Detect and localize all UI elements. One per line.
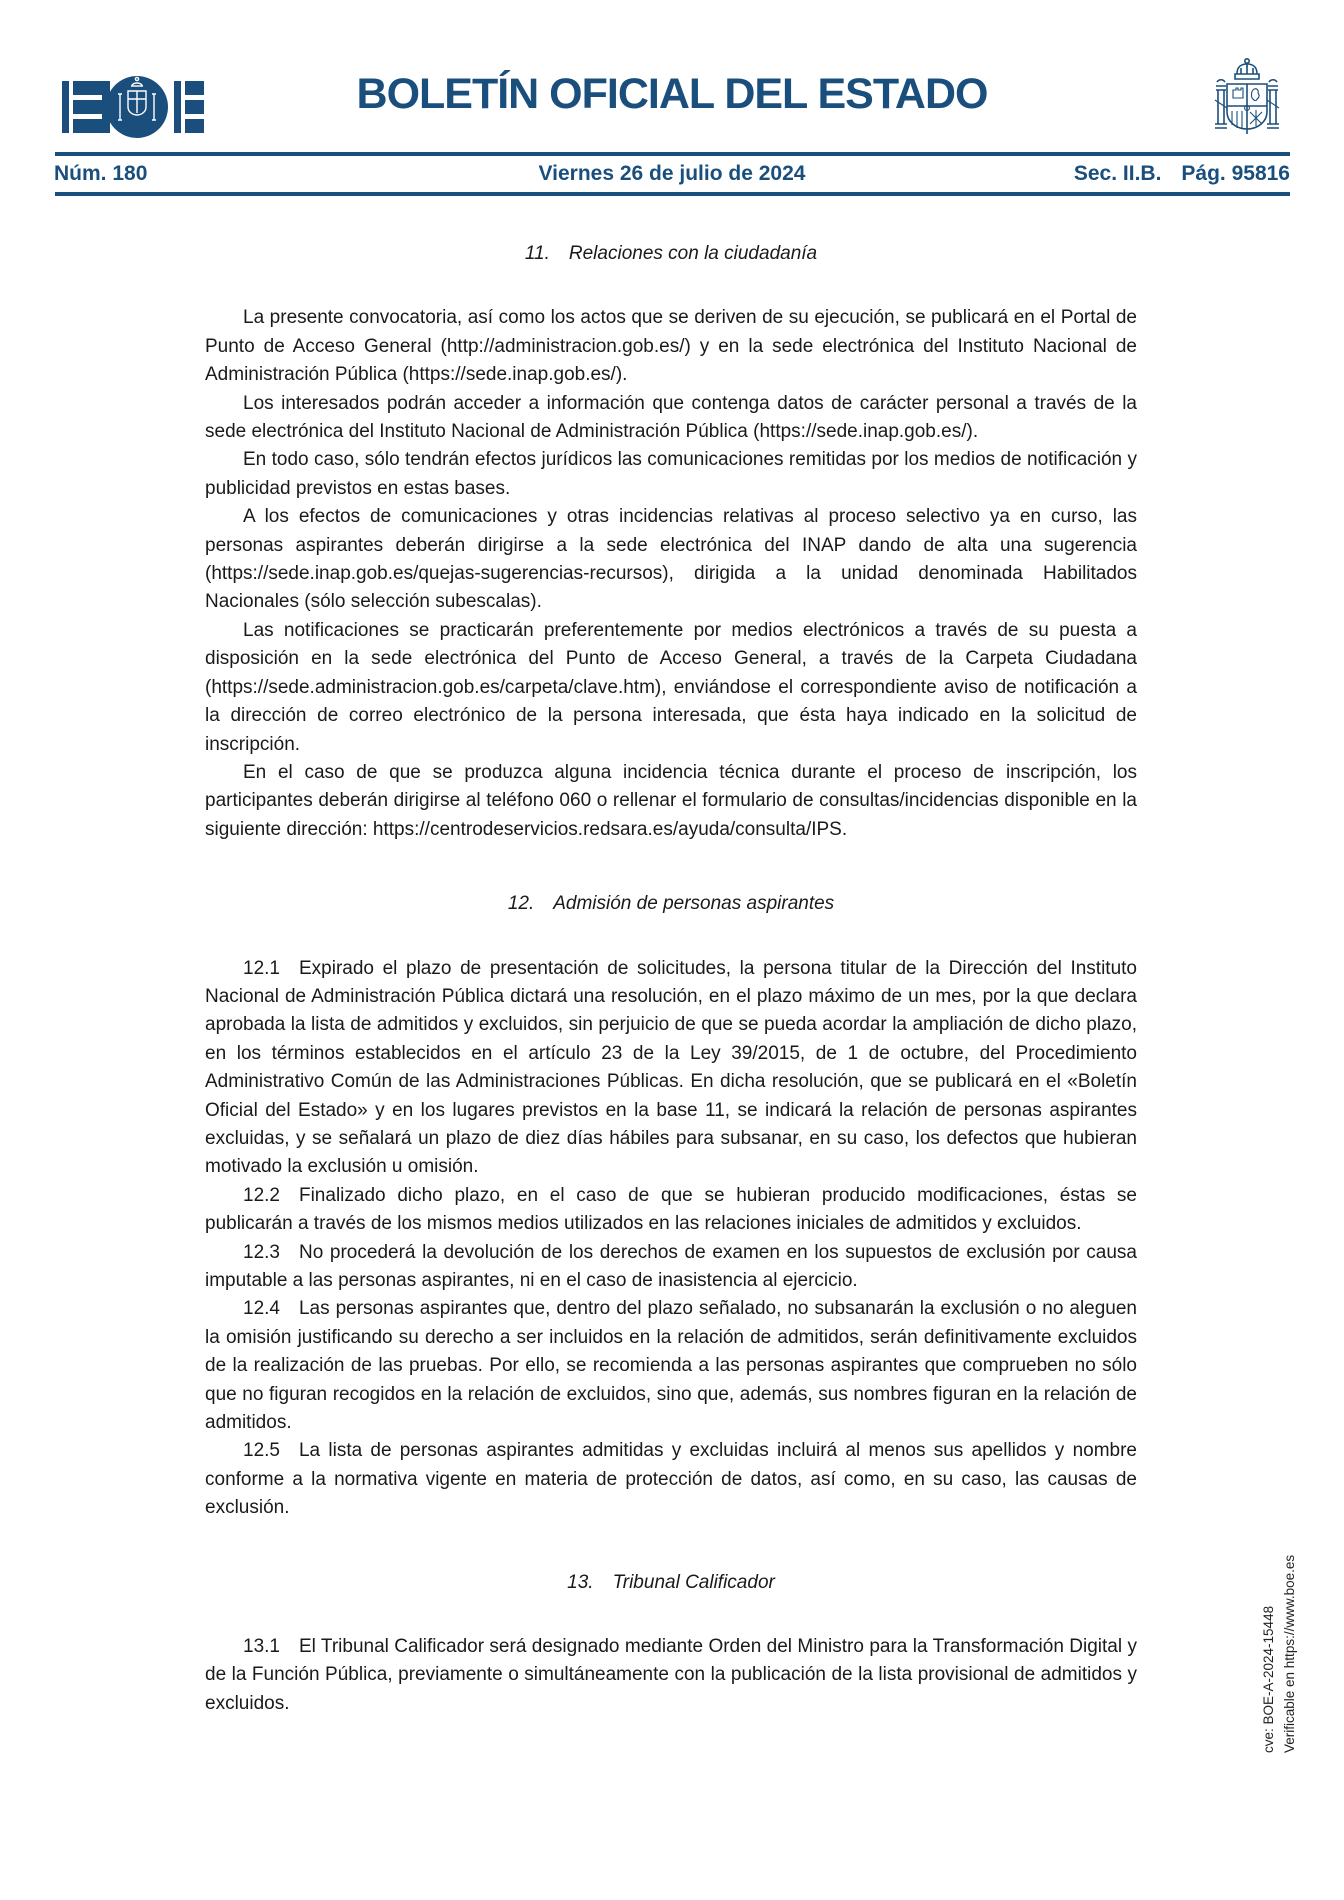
issue-number: Núm. 180: [54, 162, 148, 185]
section-12: [205, 890, 1137, 1523]
paragraph: 12.4 Las personas aspirantes que, dentro del plazo señalado, no subsanarán la exclusión o no aleguen la omisión justificando su derecho a ser incluidos en la relación de admitidos, serán definitivamente excluidos de la realización de las pruebas. Por ello, se recomienda a las personas aspirantes que comprueben no sólo que no figuran recogidos en la relación de excluidos, sino que, además, sus nombres figuran en la relación de admitidos.: [205, 1298, 1137, 1434]
paragraph: 12.3 No procederá la devolución de los derechos de examen en los supuestos de exclusión por causa imputable a las personas aspirantes, ni en el caso de inasistencia al ejercicio.: [205, 1241, 1137, 1291]
section-13-heading: [205, 1569, 1137, 1597]
cve-code: cve: BOE-A-2024-15448: [1261, 1605, 1276, 1753]
spain-coat-of-arms-icon: [1212, 56, 1282, 153]
paragraph: Los interesados podrán acceder a información que contenga datos de carácter personal a través de la sede electrónica del Instituto Nacional de Administración Pública (https://sede.inap.gob.es/).: [205, 392, 1137, 443]
section-13-number: 13.: [567, 1571, 594, 1593]
issue-meta-row: [54, 156, 1290, 192]
gazette-title: BOLETÍN OFICIAL DEL ESTADO: [356, 70, 988, 118]
document-body: [205, 196, 1137, 1718]
paragraph: A los efectos de comunicaciones y otras incidencias relativas al proceso selectivo ya en curso, las personas aspirantes deberán dirigirse a la sede electrónica del INAP dando de alta una sugerencia (https://sede.inap.gob.es/quejas-sugerencias-recursos), dirigida a la unidad denominada Habilitados Nacionales (sólo selección subescalas).: [205, 506, 1137, 613]
section-11-title: Relaciones con la ciudadanía: [568, 243, 818, 264]
paragraph: 12.5 La lista de personas aspirantes admitidas y excluidas incluirá al menos sus apellidos y nombre conforme a la normativa vigente en materia de protección de datos, así como, en su caso, las causas de exclusión.: [205, 1440, 1137, 1519]
paragraph: 12.1 Expirado el plazo de presentación de solicitudes, la persona titular de la Dirección del Instituto Nacional de Administración Pública dictará una resolución, en el plazo máximo de un mes, por la que declara aprobada la lista de admitidos y excluidos, sin perjuicio de que se pueda acordar la ampliación de dicho plazo, en los términos establecidos en el artículo 23 de la Ley 39/2015, de 1 de octubre, del Procedimiento Administrativo Común de las Administraciones Públicas. En dicha resolución, que se publicará en el «Boletín Oficial del Estado» y en los lugares previstos en la base 11, se indicará la relación de personas aspirantes excluidas, y se señalará un plazo de diez días hábiles para subsanar, en su caso, los defectos que hubieran motivado la exclusión u omisión.: [205, 957, 1137, 1178]
section-11-heading: [205, 240, 1137, 268]
section-11: [205, 240, 1137, 844]
verification-url: Verificable en https://www.boe.es: [1282, 1554, 1297, 1753]
section-11-number: 11.: [524, 243, 550, 264]
cve-sidebar: [1258, 1555, 1300, 1753]
issue-date: Viernes 26 de julio de 2024: [538, 162, 806, 185]
paragraph: Las notificaciones se practicarán preferentemente por medios electrónicos a través de su puesta a disposición en la sede electrónica del Punto de Acceso General, a través de la Carpeta Ciudadana (https://sede.administracion.gob.es/carpeta/clave.htm), enviándose el correspondiente aviso de notificación a la dirección de correo electrónico de la persona interesada, que ésta haya indicado en la solicitud de inscripción.: [205, 619, 1137, 755]
paragraph: 12.2 Finalizado dicho plazo, en el caso de que se hubieran producido modificaciones, éstas se publicarán a través de los mismos medios utilizados en las relaciones iniciales de admitidos y excluidos.: [205, 1184, 1137, 1235]
section-12-number: 12.: [507, 893, 535, 915]
issue-section: Sec. II.B.: [1073, 162, 1162, 185]
page-masthead: [0, 0, 1344, 152]
section-13: [205, 1569, 1137, 1719]
paragraph: En el caso de que se produzca alguna incidencia técnica durante el proceso de inscripción, los participantes deberán dirigirse al teléfono 060 o rellenar el formulario de consultas/incidencias disponible en la siguiente dirección: https://centrodeservicios.redsara.es/ayuda/consulta/IPS.: [205, 761, 1137, 840]
section-13-title: Tribunal Calificador: [612, 1571, 775, 1593]
section-12-heading: [205, 890, 1137, 918]
section-12-title: Admisión de personas aspirantes: [553, 893, 835, 915]
paragraph: 13.1 El Tribunal Calificador será designado mediante Orden del Ministro para la Transformación Digital y de la Función Pública, previamente o simultáneamente con la publicación de la lista provisional de admitidos y excluidos.: [205, 1636, 1137, 1714]
paragraph: En todo caso, sólo tendrán efectos jurídicos las comunicaciones remitidas por los medios de notificación y publicidad previstos en estas bases.: [205, 449, 1137, 499]
issue-page: Pág. 95816: [1181, 162, 1290, 185]
paragraph: La presente convocatoria, así como los actos que se deriven de su ejecución, se publicará en el Portal de Punto de Acceso General (http://administracion.gob.es/) y en la sede electrónica del Instituto Nacional de Administración Pública (https://sede.inap.gob.es/).: [205, 307, 1137, 386]
